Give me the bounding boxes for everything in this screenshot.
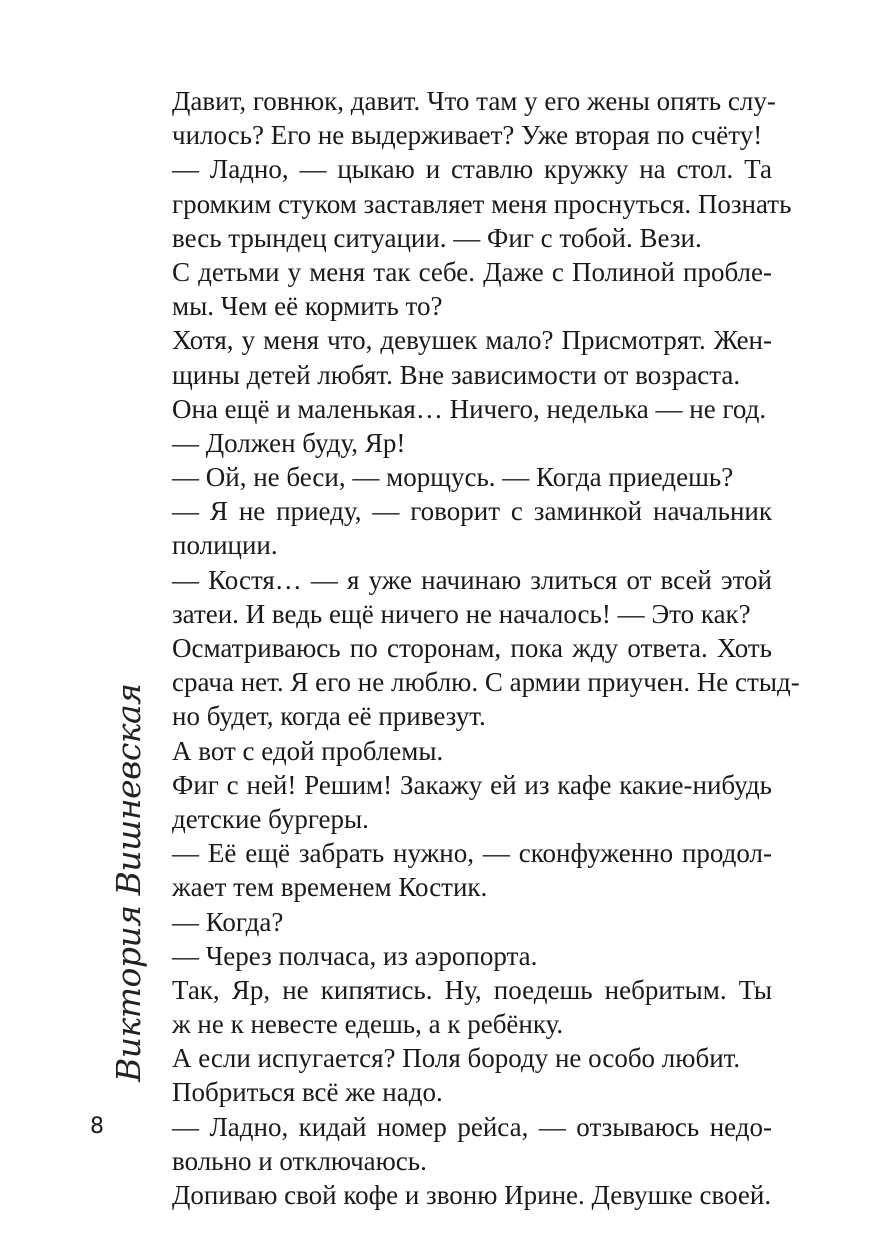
text-line: — Когда? bbox=[172, 906, 284, 937]
text-line: Давит, говнюк, давит. Что там у его жены опять слу- bbox=[172, 86, 776, 116]
text-line: Она ещё и маленькая… Ничего, неделька — не год. bbox=[172, 393, 767, 424]
author-signature: Виктория Вишневская bbox=[109, 683, 148, 1082]
text-line: — Её ещё забрать нужно, — сконфуженно продол- bbox=[172, 838, 772, 869]
page-number: 8 bbox=[90, 1114, 104, 1139]
text-line: Так, Яр, не кипятись. Ну, поедешь небритым. Ты bbox=[172, 974, 772, 1005]
text-line: — Должен буду, Яр! bbox=[172, 427, 406, 458]
text-line: А если испугается? Поля бороду не особо любит. bbox=[172, 1043, 741, 1074]
text-line: — Через полчаса, из аэропорта. bbox=[172, 940, 538, 971]
text-line: — Я не приеду, — говорит с заминкой начальник bbox=[172, 496, 772, 527]
text-line: Фиг с ней! Решим! Закажу ей из кафе какие-нибудь bbox=[172, 769, 772, 800]
text-line: вольно и отключаюсь. bbox=[172, 1145, 427, 1176]
text-line: — Ладно, кидай номер рейса, — отзываюсь недо- bbox=[172, 1111, 772, 1142]
text-line: чилось? Его не выдерживает? Уже вторая по счёту! bbox=[172, 120, 763, 151]
text-line: Допиваю свой кофе и звоню Ирине. Девушке своей. bbox=[172, 1180, 772, 1210]
text-line: полиции. bbox=[172, 530, 278, 561]
text-line: весь трындец ситуации. — Фиг с тобой. Вези. bbox=[172, 222, 702, 253]
text-line: — Ой, не беси, — морщусь. — Когда приедешь? bbox=[172, 462, 734, 493]
text-line: ж не к невесте едешь, а к ребёнку. bbox=[172, 1009, 564, 1040]
text-line: А вот с едой проблемы. bbox=[172, 735, 444, 766]
text-line: щины детей любят. Вне зависимости от возраста. bbox=[172, 359, 741, 390]
text-line: — Ладно, — цыкаю и ставлю кружку на стол. Та bbox=[172, 154, 772, 185]
text-line: жает тем временем Костик. bbox=[172, 872, 488, 903]
text-line: но будет, когда её привезут. bbox=[172, 701, 486, 732]
text-line: Осматриваюсь по сторонам, пока жду ответа. Хоть bbox=[172, 633, 772, 663]
text-line: детские бургеры. bbox=[172, 803, 369, 834]
text-line: громким стуком заставляет меня проснуться. Познать bbox=[172, 188, 792, 219]
text-line: С детьми у меня так себе. Даже с Полиной пробле- bbox=[172, 256, 772, 287]
text-line: Хотя, у меня что, девушек мало? Присмотрят. Жен- bbox=[172, 325, 772, 356]
text-line: — Костя… — я уже начинаю злиться от всей этой bbox=[172, 564, 772, 595]
text-line: Побриться всё же надо. bbox=[172, 1077, 443, 1108]
text-line: мы. Чем её кормить то? bbox=[172, 291, 443, 322]
text-line: срача нет. Я его не люблю. С армии приучен. Не стыд- bbox=[172, 667, 800, 698]
body-text bbox=[172, 84, 800, 1212]
text-line: затеи. И ведь ещё ничего не началось! — Это как? bbox=[172, 598, 751, 629]
